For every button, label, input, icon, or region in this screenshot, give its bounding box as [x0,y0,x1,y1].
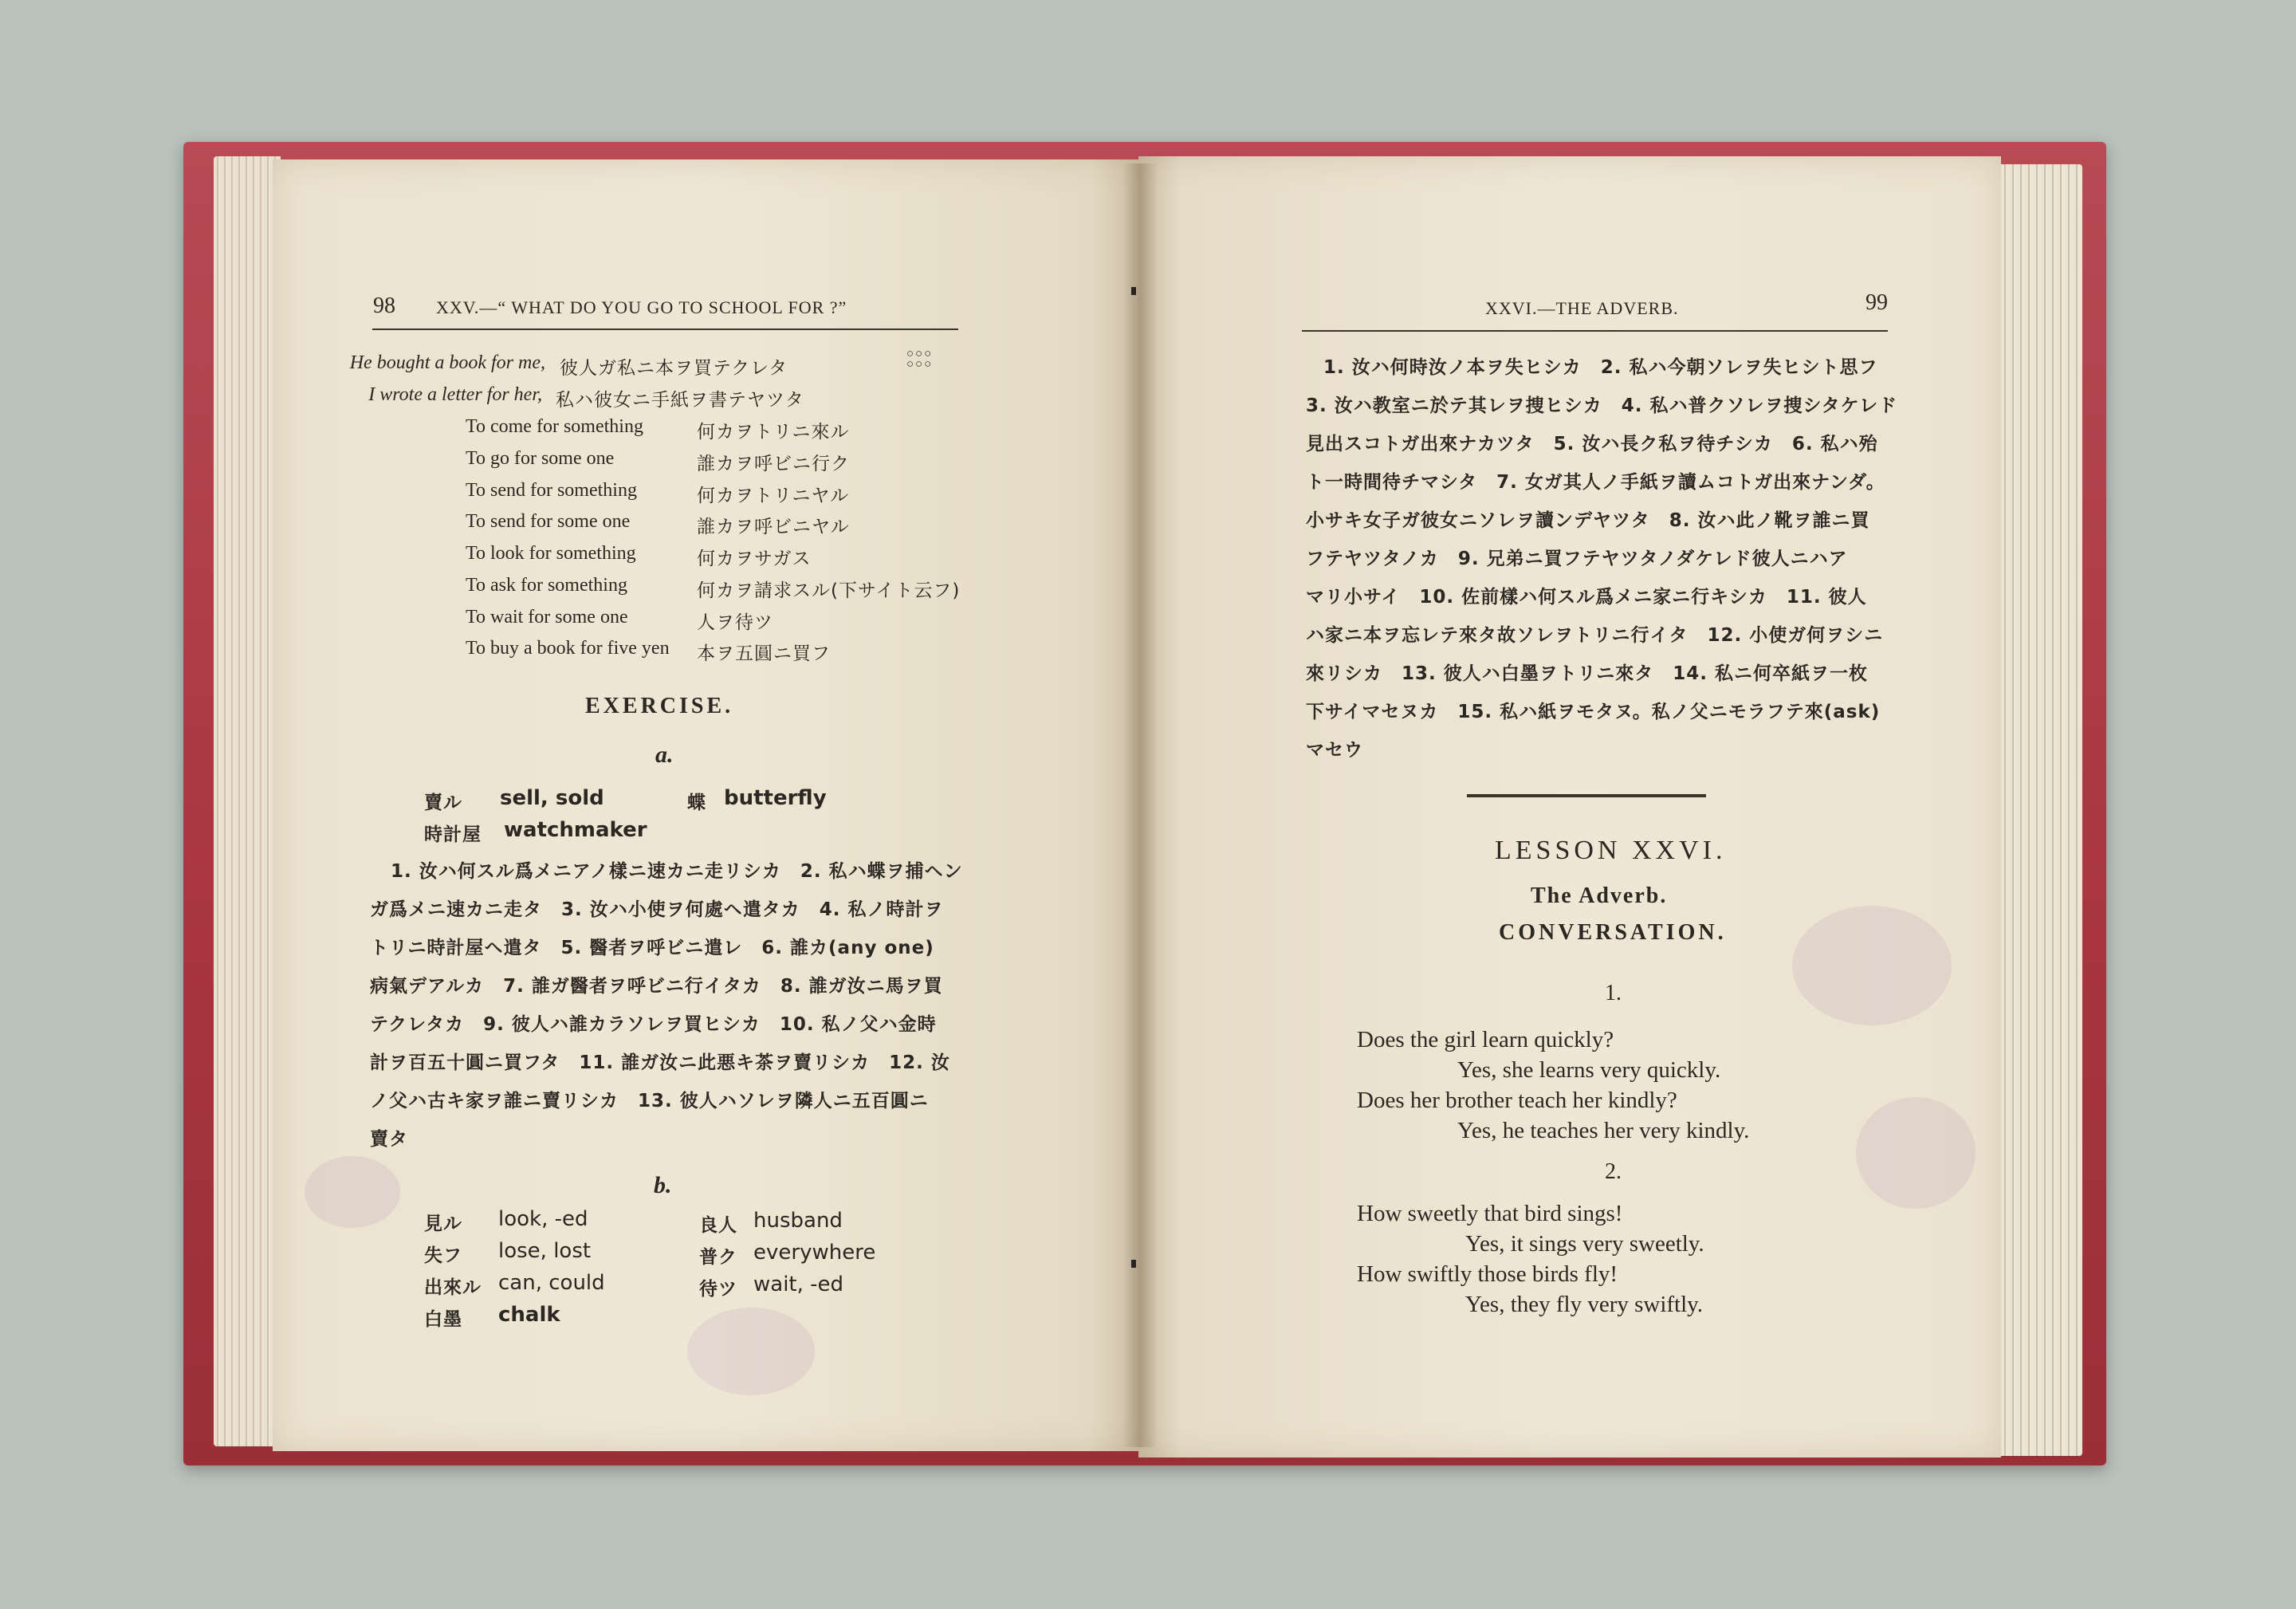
binding-stitch [1131,287,1136,295]
exercise-line: フテヤツタノカ 9. 兄弟ニ買フテヤツタノダケレド彼人ニハア [1306,549,1848,569]
exercise-line: 1. 汝ハ何時汝ノ本ヲ失ヒシカ 2. 私ハ今朝ソレヲ失ヒシト思フ [1323,357,1878,378]
exercise-line: 來リシカ 13. 彼人ハ白墨ヲトリニ來タ 14. 私ニ何卒紙ヲ一枚 [1306,663,1869,684]
example-english: To send for some one [466,511,631,532]
ink-stain [1856,1097,1976,1209]
vocab-english: lose, lost [498,1239,592,1263]
page-edges-right [1993,164,2082,1456]
exercise-line: 3. 汝ハ教室ニ於テ其レヲ捜ヒシカ 4. 私ハ普クソレヲ捜シタケレド [1306,395,1898,416]
vocab-english: look, -ed [498,1207,588,1231]
exercise-line: マセウ [1306,740,1363,761]
example-english: To go for some one [466,448,615,469]
exercise-heading: EXERCISE. [585,694,734,718]
vocab-japanese: 失フ [424,1245,462,1266]
exercise-line: 計ヲ百五十圓ニ買フタ 11. 誰ガ汝ニ此悪キ茶ヲ賣リシカ 12. 汝 [370,1052,950,1073]
vocab-japanese: 出來ル [424,1277,482,1298]
conversation-line: Does the girl learn quickly? [1357,1027,1614,1052]
example-japanese: 誰カヲ呼ビニヤル [697,517,850,537]
page-number: 99 [1866,290,1888,315]
conversation-line: Does her brother teach her kindly? [1357,1088,1677,1113]
example-japanese: 私ハ彼女ニ手紙ヲ書テヤツタ [556,390,804,411]
example-japanese: 人ヲ待ツ [697,612,773,633]
exercise-line: ノ父ハ古キ家ヲ誰ニ賣リシカ 13. 彼人ハソレヲ隣人ニ五百圓ニ [370,1091,929,1111]
example-english: I wrote a letter for her, [368,384,542,405]
section-label-a: a. [655,742,674,768]
vocab-english: sell, sold [500,786,604,810]
vocab-english: wait, -ed [753,1273,844,1296]
exercise-line: 1. 汝ハ何スル爲メニアノ樣ニ速カニ走リシカ 2. 私ハ蝶ヲ捕ヘン [391,861,963,882]
example-english: To come for something [466,416,643,437]
vocab-japanese: 賣ル [424,793,462,813]
example-japanese: 誰カヲ呼ビニ行ク [697,454,850,474]
exercise-line: トリニ時計屋ヘ遣タ 5. 醫者ヲ呼ビニ遣レ 6. 誰カ(any one) [370,938,934,958]
vocab-english: butterfly [724,786,827,810]
running-head: XXV.—“ WHAT DO YOU GO TO SCHOOL FOR ?” [436,297,847,317]
example-japanese: 何カヲトリニヤル [697,486,850,506]
header-rule [1302,330,1888,332]
vocab-japanese: 白墨 [424,1309,462,1330]
example-english: To send for something [466,480,637,501]
example-japanese: 本ヲ五圓ニ買フ [697,643,831,664]
page-edges-left [214,156,281,1446]
ink-stain [1792,906,1952,1025]
book-gutter [1122,163,1158,1447]
vocab-japanese: 蝶 [687,793,706,813]
ink-stain [687,1308,815,1395]
vocab-japanese: 見ル [424,1214,462,1234]
exercise-line: 病氣デアルカ 7. 誰ガ醫者ヲ呼ビニ行イタカ 8. 誰ガ汝ニ馬ヲ買 [370,976,943,997]
binding-stitch [1131,1260,1136,1268]
exercise-line: マリ小サイ 10. 佐前樣ハ何スル爲メニ家ニ行キシカ 11. 彼人 [1306,587,1867,608]
section-number: 2. [1605,1159,1622,1184]
section-label-b: b. [654,1172,672,1198]
example-japanese: 何カヲトリニ來ル [697,422,850,443]
exercise-line: 下サイマセヌカ 15. 私ハ紙ヲモタヌ。私ノ父ニモラフテ來(ask) [1306,702,1881,722]
example-japanese: 彼人ガ私ニ本ヲ買テクレタ [560,358,788,379]
example-english: He bought a book for me, [349,352,545,373]
left-page [273,159,1142,1451]
conversation-line: Yes, it sings very sweetly. [1465,1231,1704,1257]
example-japanese: 何カヲ請求スル(下サイト云フ) [697,580,961,601]
running-head: XXVI.—THE ADVERB. [1485,298,1679,318]
example-english: To buy a book for five yen [466,638,670,659]
lesson-subtitle: The Adverb. [1531,883,1668,908]
conversation-line: Yes, she learns very quickly. [1457,1057,1721,1083]
example-english: To look for something [466,543,636,564]
exercise-line: ガ爲メニ速カニ走タ 3. 汝ハ小使ヲ何處ヘ遣タカ 4. 私ノ時計ヲ [370,899,944,920]
exercise-line: 小サキ女子ガ彼女ニソレヲ讀ンデヤツタ 8. 汝ハ此ノ靴ヲ誰ニ買 [1306,510,1870,531]
conversation-heading: CONVERSATION. [1499,920,1727,945]
right-page [1138,156,2001,1458]
section-number: 1. [1605,981,1622,1005]
section-divider [1467,794,1706,797]
example-english: To ask for something [466,575,627,596]
conversation-line: Yes, he teaches her very kindly. [1457,1118,1750,1143]
vocab-japanese: 普ク [699,1247,737,1268]
conversation-line: Yes, they fly very swiftly. [1465,1292,1704,1317]
vocab-english: chalk [498,1303,560,1327]
exercise-line: 見出スコトガ出來ナカツタ 5. 汝ハ長ク私ヲ待チシカ 6. 私ハ殆 [1306,434,1878,454]
vocab-japanese: 良人 [699,1215,737,1236]
emphasis-marks: ○○○ ○○○ [906,348,934,371]
exercise-line: テクレタカ 9. 彼人ハ誰カラソレヲ買ヒシカ 10. 私ノ父ハ金時 [370,1014,937,1035]
vocab-english: husband [753,1209,843,1233]
exercise-line: ハ家ニ本ヲ忘レテ來タ故ソレヲトリニ行イタ 12. 小使ガ何ヲシニ [1306,625,1884,646]
exercise-line: 賣タ [370,1129,408,1150]
vocab-english: everywhere [753,1241,876,1265]
example-english: To wait for some one [466,607,628,627]
page-number: 98 [373,293,395,318]
header-rule [372,328,958,330]
conversation-line: How sweetly that bird sings! [1357,1201,1623,1226]
conversation-line: How swiftly those birds fly! [1357,1261,1618,1287]
ink-stain [305,1156,400,1228]
example-japanese: 何カヲサガス [697,549,812,569]
vocab-japanese: 時計屋 [424,824,482,845]
exercise-line: ト一時間待チマシタ 7. 女ガ其人ノ手紙ヲ讀ムコトガ出來ナンダ。 [1306,472,1885,493]
vocab-english: can, could [498,1271,605,1295]
vocab-japanese: 待ツ [699,1279,737,1300]
lesson-title: LESSON XXVI. [1495,836,1727,865]
vocab-english: watchmaker [504,818,647,842]
